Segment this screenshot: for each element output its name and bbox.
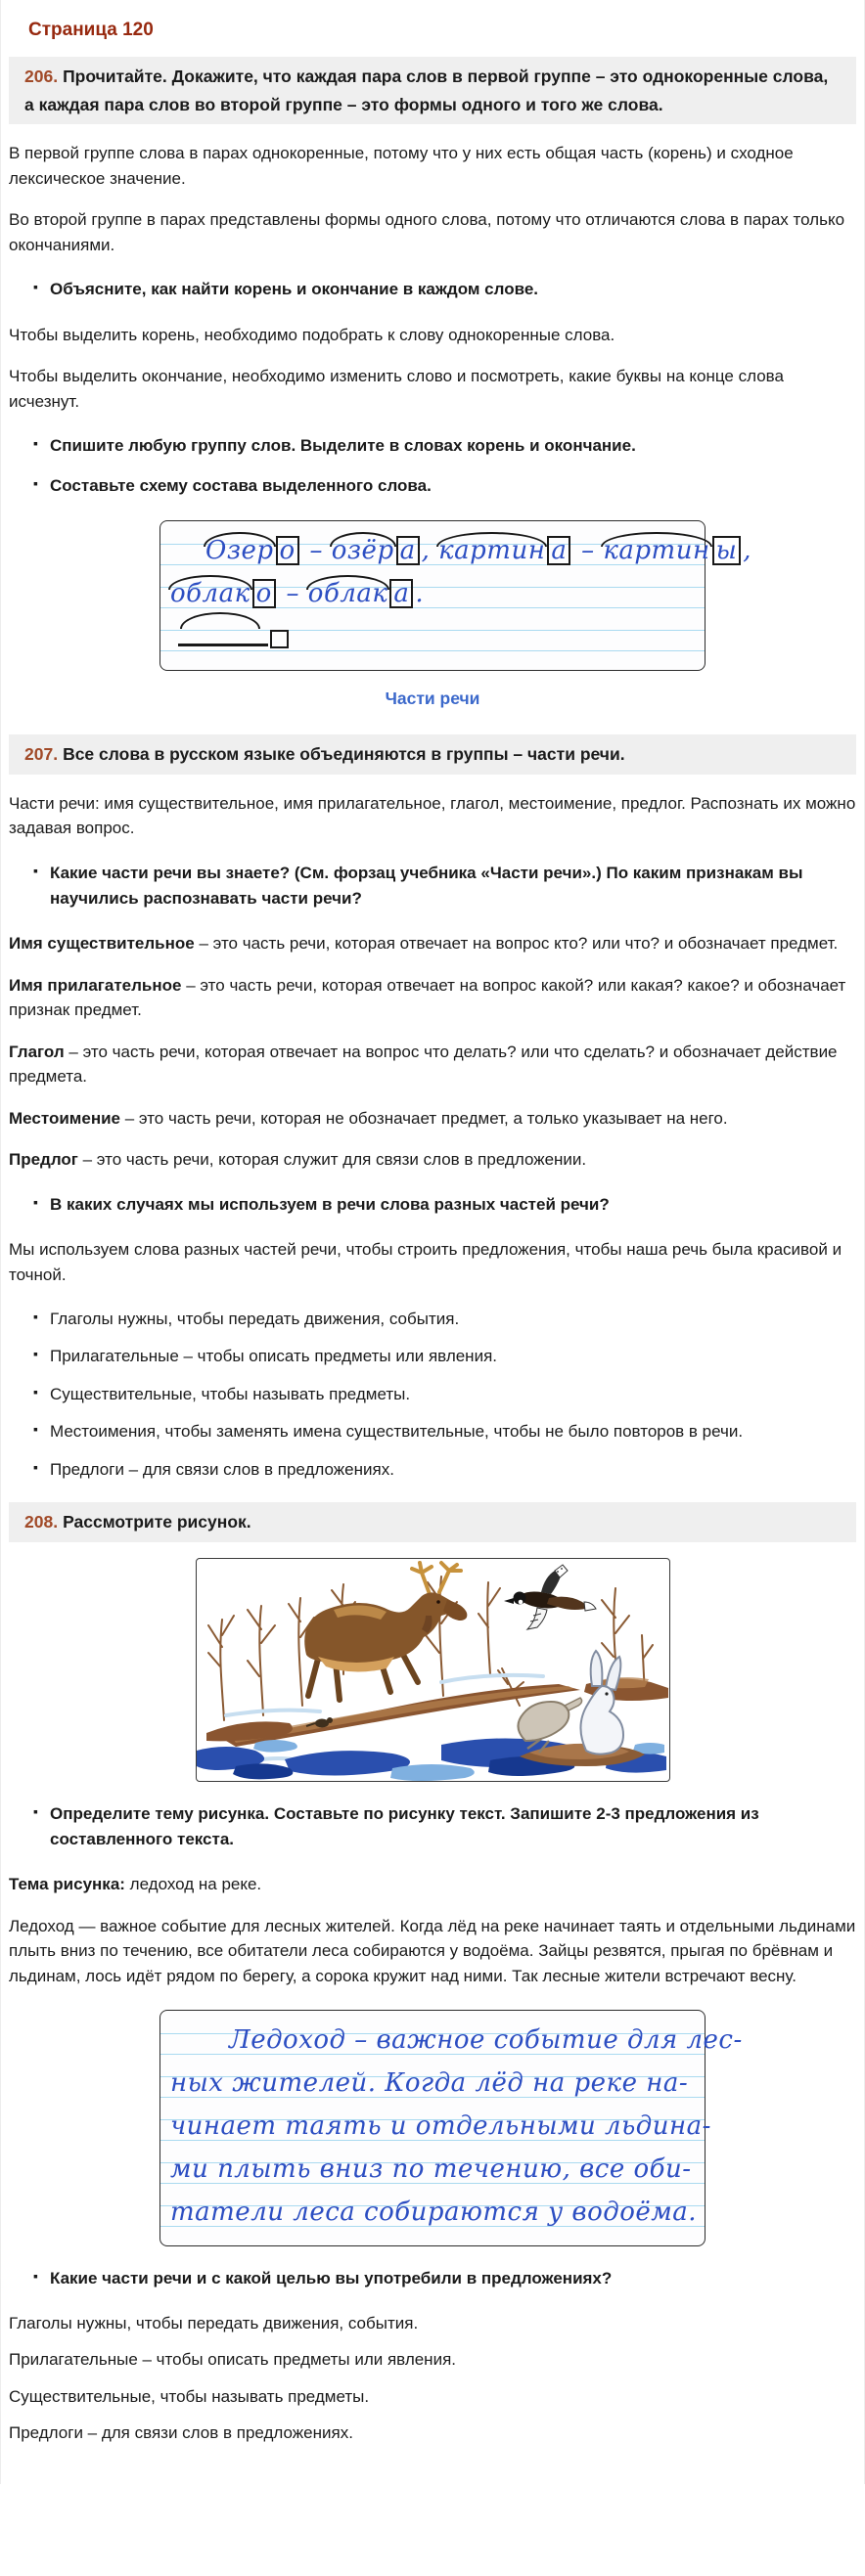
task-206-answer-paragraph: В первой группе слова в парах однокоренные, потому что у них есть общая часть (корень) и сходное лексическое значение. — [9, 144, 794, 188]
task-207-answer-paragraph: Мы используем слова разных частей речи, чтобы строить предложения, чтобы наша речь была красивой и точной. — [9, 1240, 842, 1284]
question-bullet: ▪ Какие части речи и с какой целью вы употребили в предложениях? — [9, 2266, 856, 2291]
final-answer-line: Прилагательные – чтобы описать предметы или явления. — [9, 2350, 456, 2370]
task-206-number: 206. — [24, 67, 59, 86]
usage-bullet-list — [9, 1307, 856, 1483]
question-bullet: ▪ Объясните, как найти корень и окончание в каждом слове. — [9, 277, 856, 302]
task-208-header — [9, 1502, 856, 1542]
task-206-header — [9, 57, 856, 124]
handwriting-line: чинает таять и отдельными льдина- — [160, 2105, 705, 2148]
handwriting-line: Озер о – озёр а , картин а – картин ы , — [160, 529, 705, 572]
question-bullet: ▪ Спишите любую группу слов. Выделите в словах корень и окончание. — [9, 433, 856, 459]
answer-bullet: ▪ Местоимения, чтобы заменять имена существительные, чтобы не было повторов в речи. — [9, 1419, 856, 1444]
definition-paragraph: Имя существительное – это часть речи, которая отвечает на вопрос кто? или что? и обозначает предмет. — [9, 934, 839, 954]
question-bullet: ▪ В каких случаях мы используем в речи слова разных частей речи? — [9, 1192, 856, 1218]
task-206-statement: Прочитайте. Докажите, что каждая пара слов в первой группе – это однокоренные слова, а каждая пара слов во второй группе – это формы одного и того же слова. — [24, 67, 829, 114]
task-207-intro: Части речи: имя существительное, имя прилагательное, глагол, местоимение, предлог. Распознать их можно задавая вопрос. — [9, 793, 856, 838]
handwriting-notebook-image — [159, 2010, 743, 2246]
task-206-answer-paragraph: Чтобы выделить корень, необходимо подобрать к слову однокоренные слова. — [9, 325, 615, 344]
task-206-question-list — [9, 433, 856, 499]
answer-bullet: ▪ Существительные, чтобы называть предметы. — [9, 1382, 856, 1407]
task-208-number: 208. — [24, 1511, 59, 1532]
task-207-question-list — [9, 1192, 856, 1218]
task-206-answer-paragraph: Во второй группе в парах представлены формы одного слова, потому что отличаются слова в парах только окончаниями. — [9, 210, 845, 254]
ice-drift-illustration — [196, 1558, 670, 1782]
final-answer-line: Существительные, чтобы называть предметы. — [9, 2386, 370, 2406]
magpie-figure — [504, 1565, 596, 1629]
handwriting-line: ных жителей. Когда лёд на реке на- — [160, 2062, 705, 2105]
question-bullet: ▪ Составьте схему состава выделенного слова. — [9, 473, 856, 499]
definition-paragraph: Местоимение – это часть речи, которая не обозначает предмет, а только указывает на него. — [9, 1108, 728, 1128]
answer-bullet: ▪ Глаголы нужны, чтобы передать движения, события. — [9, 1307, 856, 1332]
answer-bullet: ▪ Предлоги – для связи слов в предложениях. — [9, 1457, 856, 1483]
root-arc-scheme — [178, 628, 268, 646]
final-answer-line: Предлоги – для связи слов в предложениях. — [9, 2423, 353, 2443]
task-207-number: 207. — [24, 743, 59, 764]
handwriting-line: татели леса собираются у водоёма. — [160, 2191, 705, 2234]
hare-upright — [580, 1651, 623, 1754]
question-bullet: ▪ Определите тему рисунка. Составьте по рисунку текст. Запишите 2-3 предложения из составленного текста. — [9, 1801, 856, 1853]
page-title: Страница 120 — [28, 20, 154, 40]
task-207-header — [9, 734, 856, 775]
final-answer-line: Глаголы нужны, чтобы передать движения, события. — [9, 2313, 419, 2332]
handwriting-notebook-image — [159, 520, 752, 671]
task-208-statement: Рассмотрите рисунок. — [63, 1511, 251, 1532]
handwriting-line: Ледоход – важное событие для лес- — [160, 2019, 705, 2062]
question-bullet: ▪ Какие части речи вы знаете? (См. форзац учебника «Части речи».) По каким признакам вы научились распознавать части речи? — [9, 861, 856, 912]
task-208-question-list — [9, 2266, 856, 2291]
answers-page — [1, 0, 864, 2484]
definition-paragraph: Предлог – это часть речи, которая служит для связи слов в предложении. — [9, 1150, 587, 1170]
word-scheme-row — [160, 615, 705, 658]
handwriting-line: ми плыть вниз по течению, все оби- — [160, 2148, 705, 2191]
definition-paragraph: Глагол – это часть речи, которая отвечает на вопрос что делать? или что сделать? и обозначает действие предмета. — [9, 1042, 838, 1087]
ending-box-scheme — [270, 630, 289, 648]
theme-paragraph: Тема рисунка: ледоход на реке. — [9, 1875, 262, 1894]
task-208-question-list — [9, 1801, 856, 1853]
story-paragraph: Ледоход — важное событие для лесных жителей. Когда лёд на реке начинает таять и отдельными льдинами плыть вниз по течению, все обитатели леса собираются у водоёма. Зайцы резвятся, прыгая по брёвнам и льдинам, лось идёт рядом по берегу, а сорока кружит над ними. Так лесные жители встречают весну. — [9, 1916, 856, 1985]
task-206-answer-paragraph: Чтобы выделить окончание, необходимо изменить слово и посмотреть, какие буквы на конце слова исчезнут. — [9, 367, 784, 411]
task-206-question-list — [9, 277, 856, 302]
handwriting-line: облак о – облак а . — [160, 572, 705, 615]
parts-of-speech-link[interactable]: Части речи — [385, 688, 480, 708]
answer-bullet: ▪ Прилагательные – чтобы описать предметы или явления. — [9, 1344, 856, 1369]
task-207-statement: Все слова в русском языке объединяются в группы – части речи. — [63, 743, 625, 764]
definition-paragraph: Имя прилагательное – это часть речи, которая отвечает на вопрос какой? или какая? какое? и обозначает признак предмет. — [9, 975, 846, 1020]
task-207-question-list — [9, 861, 856, 912]
